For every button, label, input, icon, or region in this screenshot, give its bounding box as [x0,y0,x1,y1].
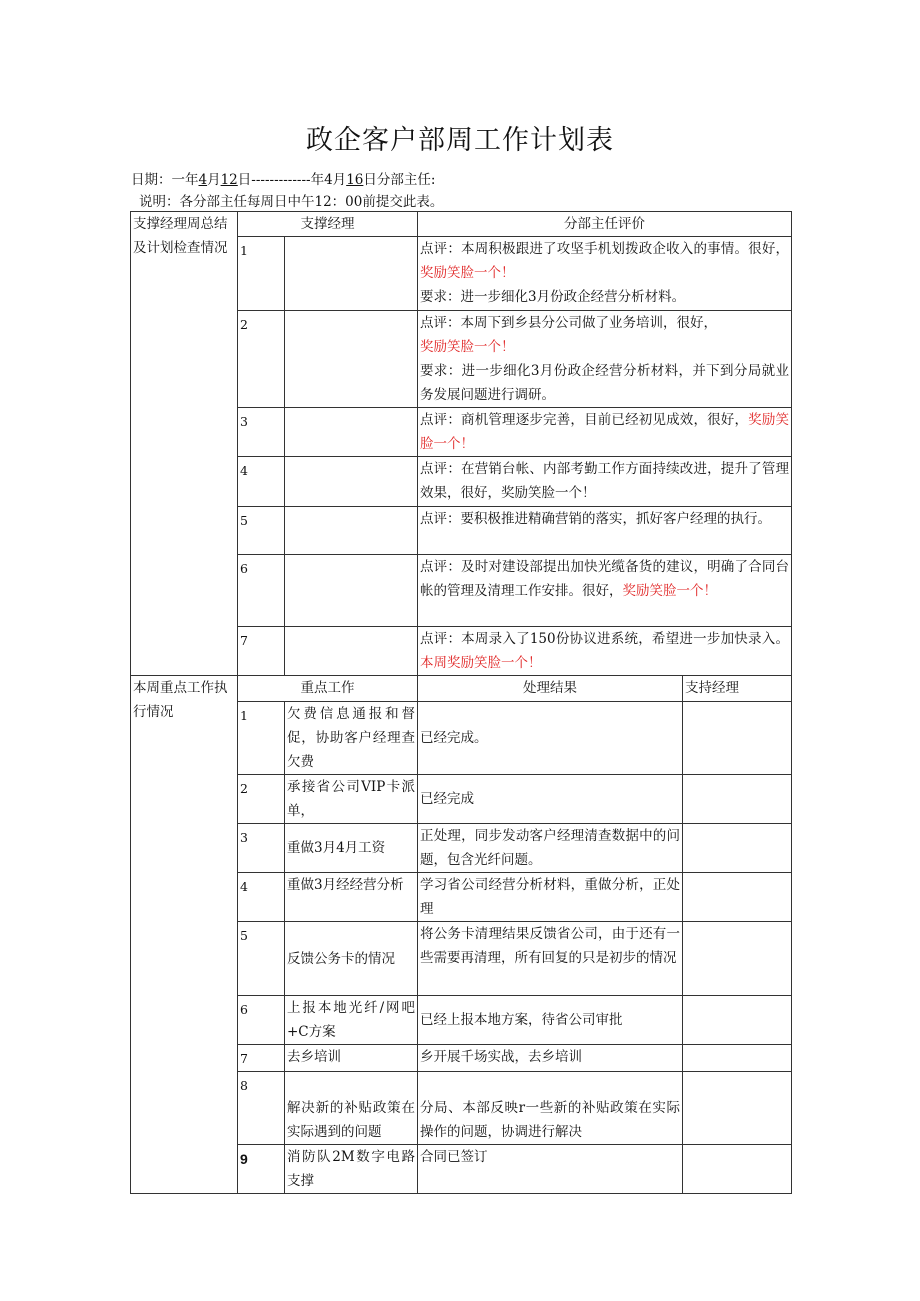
note-line: 说明：各分部主任每周日中午12：00前提交此表。 [139,194,444,210]
col-manager-header: 支撑经理 [238,212,418,237]
support-cell [683,1045,792,1072]
end-day: 16 [346,172,364,188]
col-review-header: 分部主任评价 [418,212,792,237]
result-cell: 已经完成 [418,775,683,824]
task-cell: 反馈公务卡的情况 [285,922,418,996]
support-cell [683,873,792,922]
review-text: 点评：本周积极跟进了攻坚手机划拨政企收入的事情。很好， [420,241,789,257]
support-cell [683,1072,792,1145]
day-char: 日 [237,172,252,188]
task-cell: 重做3月经经营分析 [285,873,418,922]
row-number: 4 [238,873,285,922]
page-title: 政企客户部周工作计划表 [306,125,614,156]
task-cell: 上报本地光纤/网吧+C方案 [285,996,418,1045]
date-dashes: -------------年 [251,172,325,188]
start-day: 12 [220,172,238,188]
result-cell: 乡开展千场实战，去乡培训 [418,1045,683,1072]
review-cell [418,237,792,311]
reward-text: 奖励笑脸一个！ [420,339,515,355]
review-cell: 点评：在营销台帐、内部考勤工作方面持续改进，提升了管理效果，很好，奖励笑脸一个！ [418,457,792,507]
reward-text: 奖励笑脸一个！ [420,412,790,452]
manager-cell [285,408,418,457]
reward-text: 奖励笑脸一个！ [622,583,717,599]
result-cell: 学习省公司经营分析材料，重做分析，正处理 [418,873,683,922]
manager-cell [285,507,418,555]
row-number: 7 [238,627,285,676]
row-number: 1 [238,237,285,311]
requirement-text: 要求：进一步细化3月份政企经营分析材料，并下到分局就业务发展问题进行调研。 [420,363,789,403]
row-number: 7 [238,1045,285,1072]
support-cell [683,775,792,824]
support-cell [683,996,792,1045]
support-cell [683,922,792,996]
task-cell: 欠费信息通报和督促，协助客户经理查欠费 [285,702,418,775]
row-number: 4 [238,457,285,507]
row-number: 5 [238,922,285,996]
row-number: 6 [238,996,285,1045]
plan-table [130,211,792,1194]
review-cell [418,627,792,676]
date-prefix: 日期：一年 [131,172,199,188]
task-cell: 重做3月4月工资 [285,824,418,873]
review-cell [418,408,792,457]
manager-cell [285,311,418,408]
task-cell: 去乡培训 [285,1045,418,1072]
row-number: 5 [238,507,285,555]
review-cell: 点评：要积极推进精确营销的落实，抓好客户经理的执行。 [418,507,792,555]
manager-cell [285,627,418,676]
result-cell: 分局、本部反映r一些新的补贴政策在实际操作的问题，协调进行解决 [418,1072,683,1145]
task-cell: 消防队2M数字电路支撑 [285,1145,418,1194]
work-section-label: 本周重点工作执行情况 [131,676,238,1194]
review-text: 点评：商机管理逐步完善，目前已经初见成效，很好， [420,412,749,428]
end-month: 4月 [324,172,347,188]
row-number: 2 [238,311,285,408]
row-number: 9 [238,1145,285,1194]
row-number: 3 [238,408,285,457]
support-cell [683,1145,792,1194]
support-cell [683,702,792,775]
result-cell: 正处理，同步发动客户经理清查数据中的问题，包含光纤问题。 [418,824,683,873]
review-text: 点评：本周下到乡县分公司做了业务培训，很好， [420,315,717,331]
result-cell: 将公务卡清理结果反馈省公司，由于还有一些需要再清理，所有回复的只是初步的情况 [418,922,683,996]
manager-cell [285,457,418,507]
row-number: 2 [238,775,285,824]
task-cell: 解决新的补贴政策在实际遇到的问题 [285,1072,418,1145]
end-suffix: 日分部主任: [363,172,436,188]
manager-cell [285,237,418,311]
reward-text: 本周奖励笑脸一个！ [420,655,542,671]
review-text: 点评：及时对建设部提出加快光缆备货的建议，明确了合同台帐的管理及清理工作安排。很好， [420,559,789,599]
reward-text: 奖励笑脸一个！ [420,265,515,281]
row-number: 1 [238,702,285,775]
result-cell: 已经完成。 [418,702,683,775]
date-line [131,168,435,188]
review-cell [418,311,792,408]
review-text: 点评：本周录入了150份协议进系统，希望进一步加快录入。 [420,631,789,647]
row-number: 3 [238,824,285,873]
review-cell [418,555,792,627]
col-support-header: 支持经理 [683,676,792,702]
requirement-text: 要求：进一步细化3月份政企经营分析材料。 [420,289,686,305]
manager-cell [285,555,418,627]
col-result-header: 处理结果 [418,676,683,702]
result-cell: 合同已签订 [418,1145,683,1194]
row-number: 8 [238,1072,285,1145]
row-number: 6 [238,555,285,627]
start-month: 4 [198,172,208,188]
review-section-label: 支撑经理周总结及计划检查情况 [131,212,238,676]
support-cell [683,824,792,873]
month-char: 月 [207,172,221,188]
task-cell: 承接省公司VIP卡派单， [285,775,418,824]
result-cell: 已经上报本地方案，待省公司审批 [418,996,683,1045]
col-task-header: 重点工作 [238,676,418,702]
